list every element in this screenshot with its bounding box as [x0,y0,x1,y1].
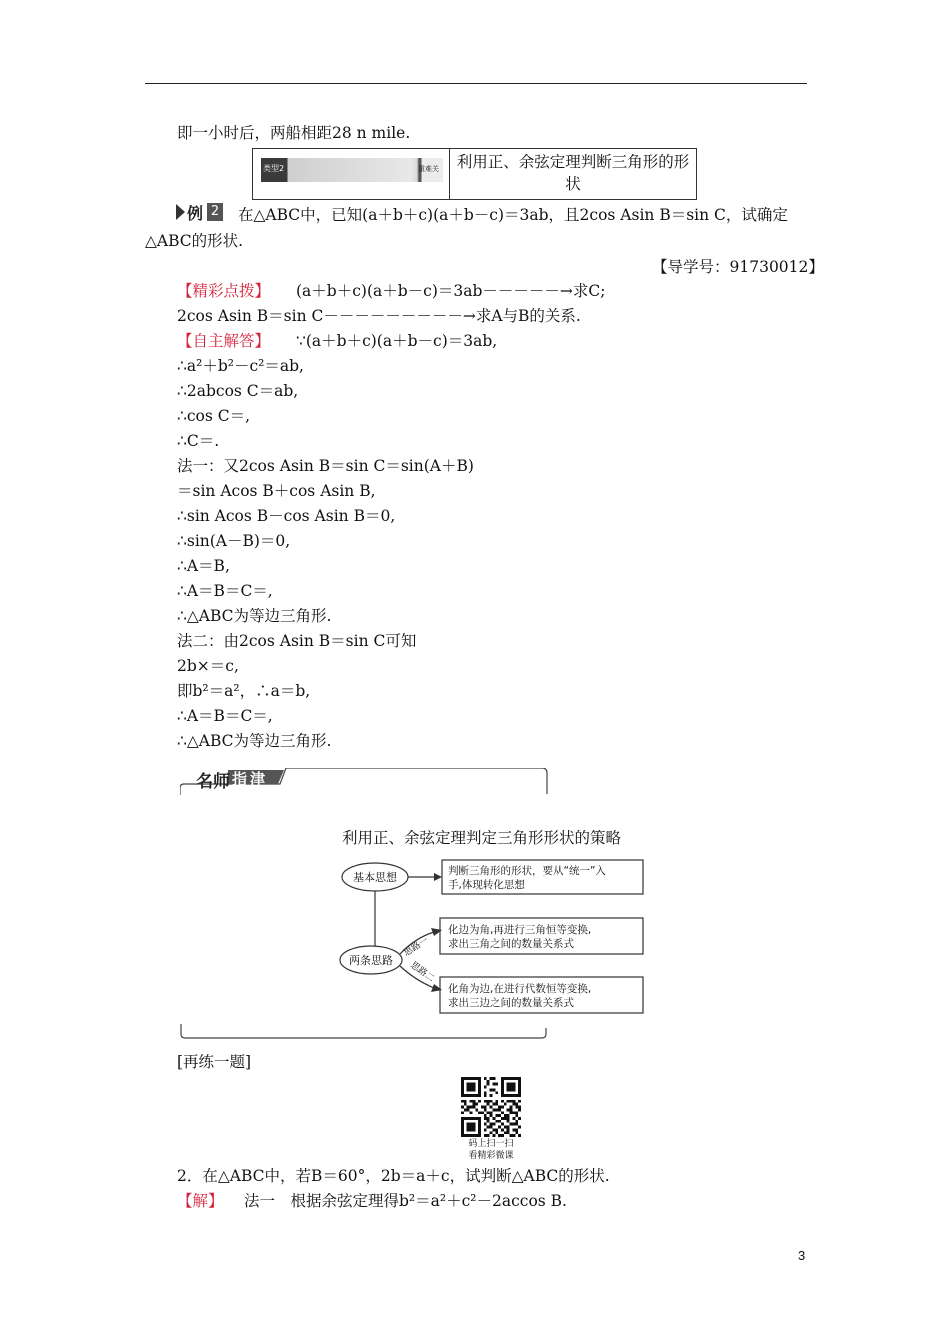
solution-line: 2b×＝c, [177,657,239,675]
example-word: 例 [187,204,204,223]
solution-line: ＝sin Acos B＋cos Asin B, [177,482,376,500]
strategy-diagram [330,850,660,1025]
solution-line: 法二：由2cos Asin B＝sin C可知 [177,632,417,650]
teacher-note-title: 利用正、余弦定理判定三角形形状的策略 [342,829,622,847]
solution-line: ∴C＝. [177,432,220,450]
teacher-note-header-b: 指津 [232,770,269,788]
box-basic-line2: 手,体现转化思想 [448,879,525,891]
solution-line: ∴cos C＝, [177,407,251,425]
box-basic-line1: 判断三角形的形状，要从“统一”入 [448,865,606,877]
highlight-line1: (a＋b＋c)(a＋b－c)＝3ab－－－－－→求C; [296,282,606,300]
solution-line: 法一：又2cos Asin B＝sin C＝sin(A＋B) [177,457,474,475]
type-badge-tag: 重难关 [418,165,439,173]
header-rule [145,83,807,84]
answer-label: 【解】 [177,1192,224,1210]
type-title: 利用正、余弦定理判断三角形的形状 [456,153,690,193]
solution-label: 【自主解答】 [177,332,271,350]
type-badge-cell [253,149,450,199]
distance-sentence: 即一小时后，两船相距28 n mile. [177,124,411,142]
path2-label: 思路二 [408,960,436,985]
box-path2-line2: 求出三边之间的数量关系式 [448,997,574,1009]
solution-line: ∴sin Acos B－cos Asin B＝0, [177,507,396,525]
qr-caption-line2: 看精彩微课 [468,1151,514,1161]
solution-line: ∴a²＋b²－c²＝ab, [177,357,304,375]
qr-caption [455,1138,527,1162]
solution-line: ∴2abcos C＝ab, [177,382,299,400]
qr-code-icon[interactable] [461,1077,521,1137]
example-text-line1: 在△ABC中，已知(a＋b＋c)(a＋b－c)＝3ab，且2cos Asin B＝sin C，试确定 [238,206,788,224]
example-badge [176,201,224,223]
practice-problem: 2．在△ABC中，若B＝60°，2b＝a＋c，试判断△ABC的形状. [177,1167,610,1185]
highlight-label: 【精彩点拨】 [177,282,271,300]
page-number: 3 [798,1248,806,1263]
node-two-paths: 两条思路 [349,954,393,967]
teacher-note-footer [180,1024,548,1042]
solution-line: ∴sin(A－B)＝0, [177,532,291,550]
answer-text: 法一 根据余弦定理得b²＝a²＋c²－2accos B. [244,1192,567,1210]
solution-line: ∴A＝B＝C＝, [177,707,273,725]
solution-line: ∴A＝B, [177,557,230,575]
guide-number: 【导学号：91730012】 [652,258,824,276]
teacher-note-header-a: 名师 [196,772,230,792]
type-badge-label: 类型2 [263,164,285,173]
path1-label: 思路一 [402,935,431,959]
practice-heading: [再练一题] [177,1053,252,1071]
solution-line: ∴△ABC为等边三角形. [177,732,332,750]
box-path1-line2: 求出三角之间的数量关系式 [448,938,574,950]
box-path2-line1: 化角为边,在进行代数恒等变换, [448,983,592,995]
highlight-line2: 2cos Asin B＝sin C－－－－－－－－－→求A与B的关系. [177,307,581,325]
solution-line: ∵(a＋b＋c)(a＋b－c)＝3ab, [296,332,498,350]
example-number: 2 [207,203,223,221]
solution-line: ∴A＝B＝C＝, [177,582,273,600]
triangle-icon [176,204,185,220]
type-badge [261,158,443,182]
example-text-line2: △ABC的形状. [145,232,244,250]
type-heading-box [252,148,697,200]
qr-caption-line1: 码上扫一扫 [468,1139,514,1149]
solution-line: ∴△ABC为等边三角形. [177,607,332,625]
node-basic-idea: 基本思想 [353,871,397,884]
box-path1-line1: 化边为角,再进行三角恒等变换, [448,924,592,936]
solution-line: 即b²＝a²，∴a＝b, [177,682,311,700]
